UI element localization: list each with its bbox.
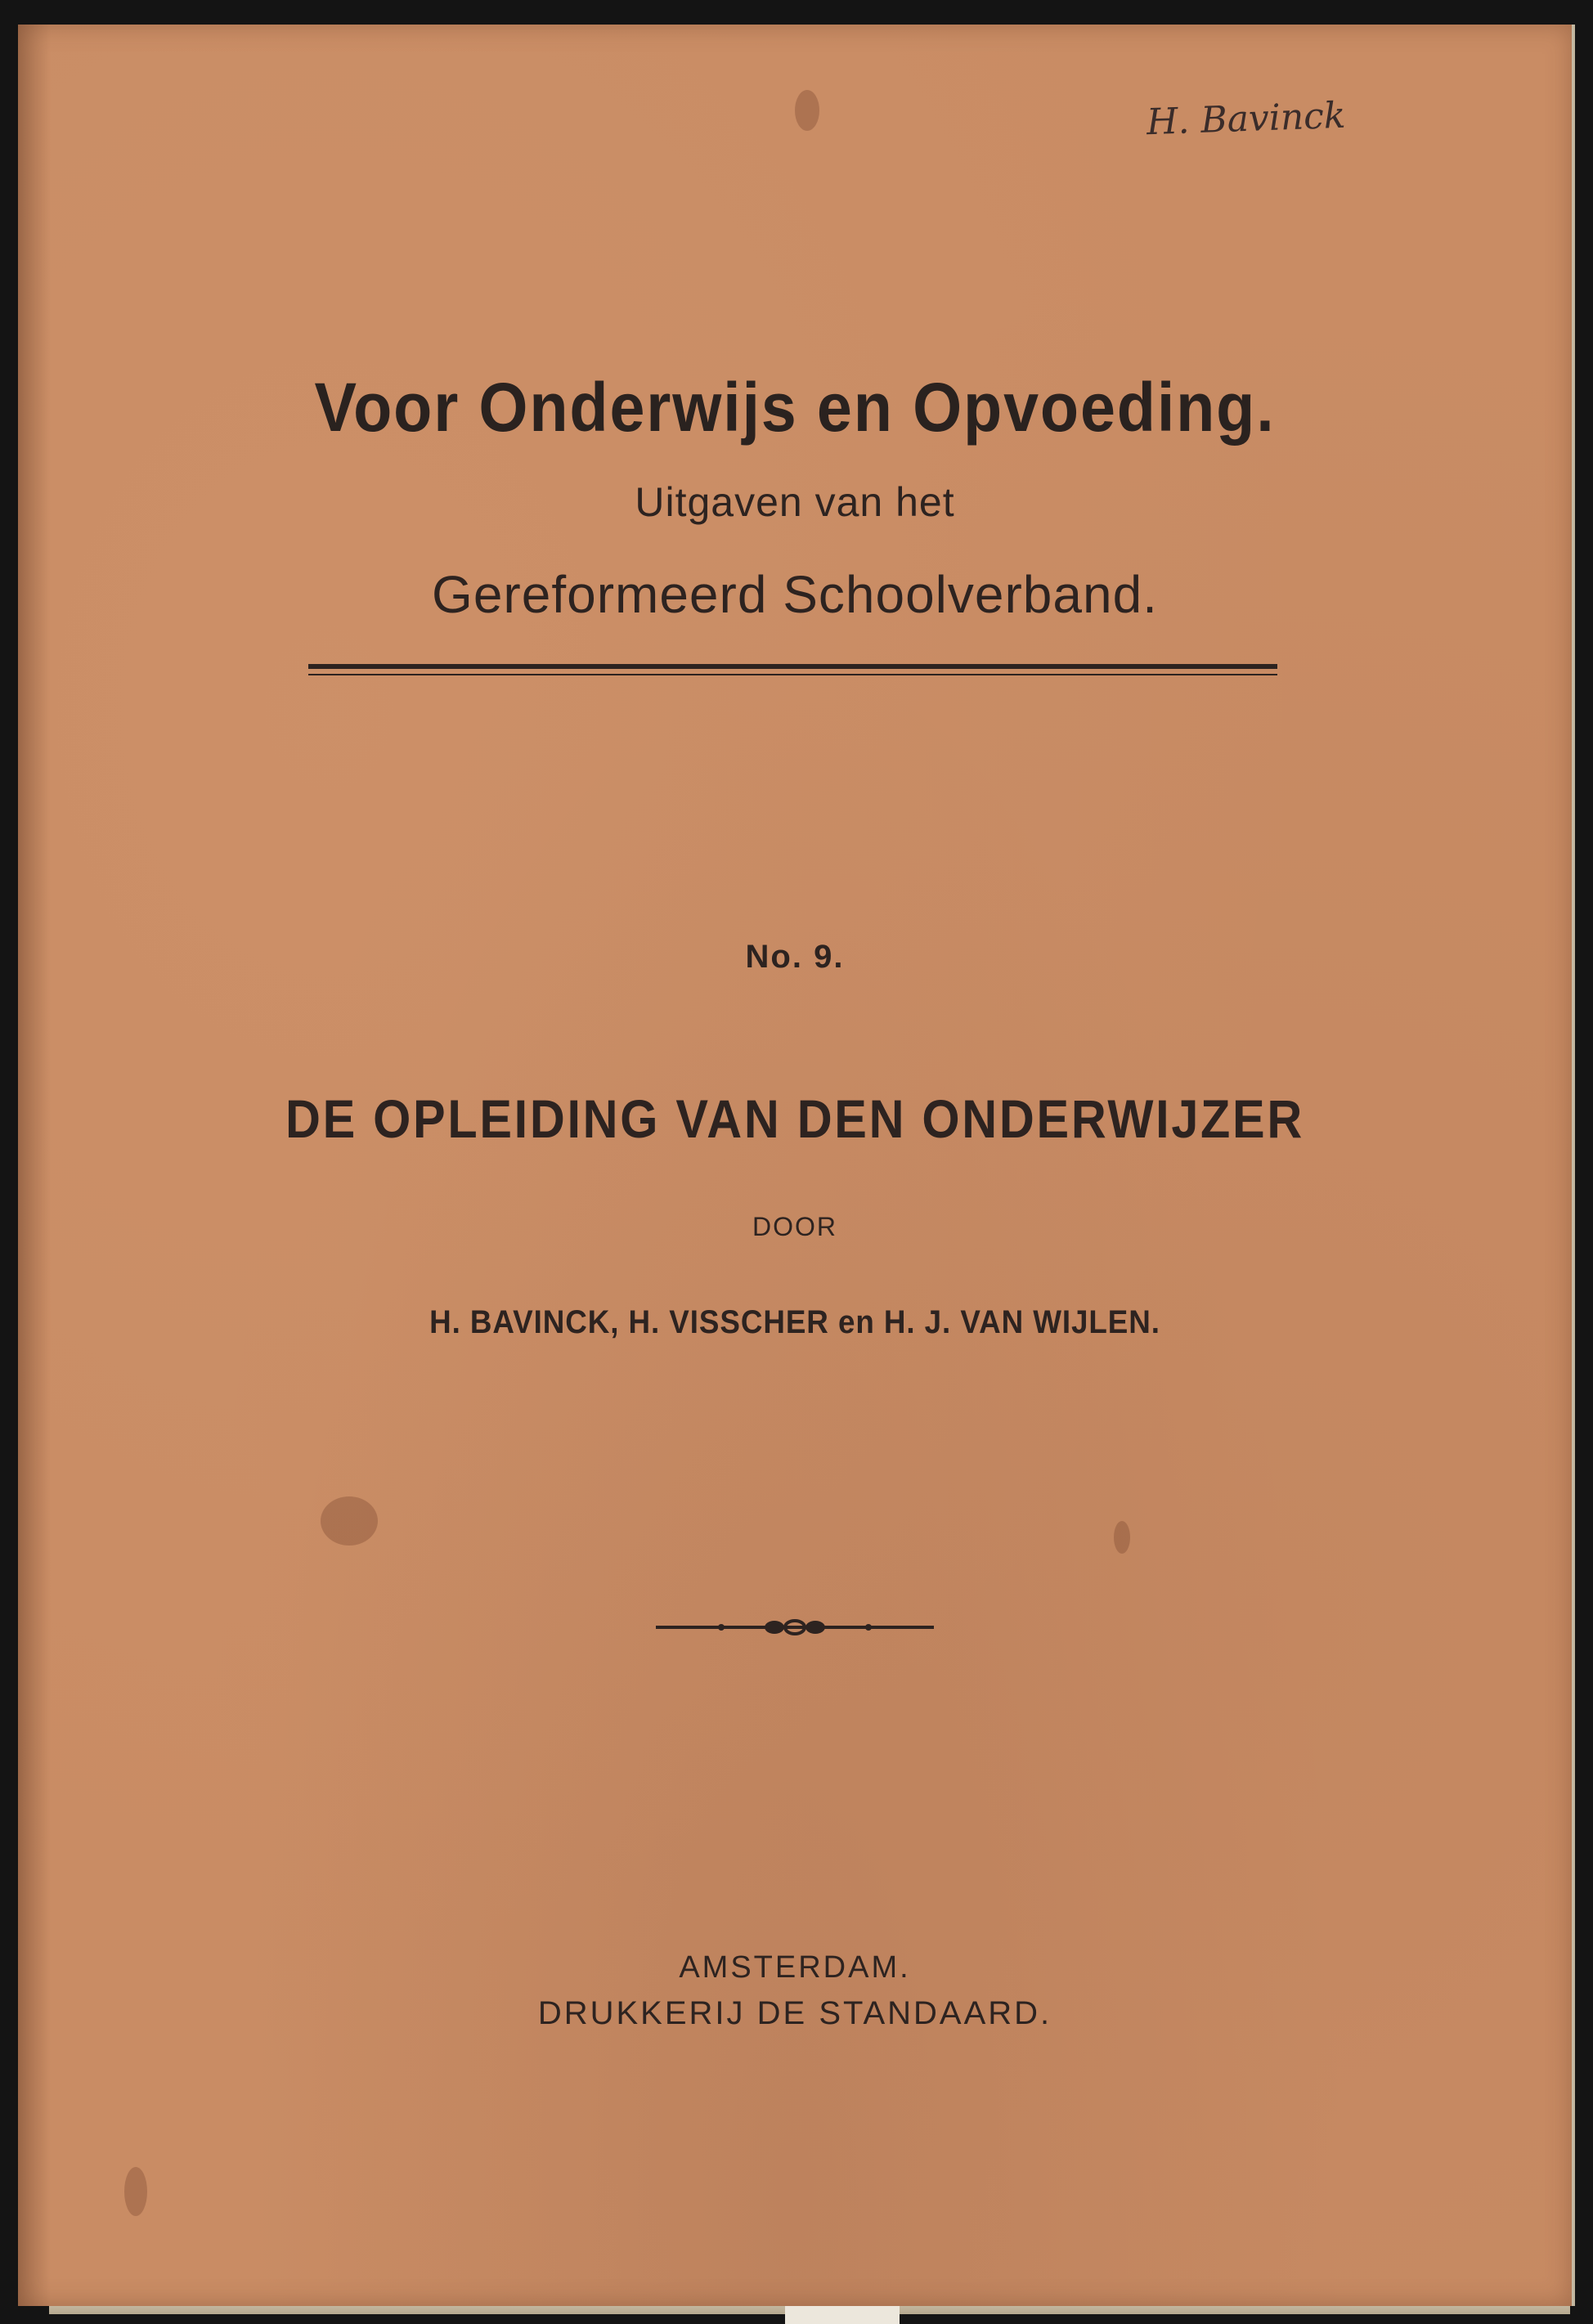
stain xyxy=(1114,1521,1130,1554)
publication-city: AMSTERDAM. xyxy=(679,1950,911,1985)
authors: H. BAVINCK, H. VISSCHER en H. J. VAN WIJLEN. xyxy=(429,1304,1160,1340)
series-subtitle: Uitgaven van het xyxy=(635,479,955,525)
handwritten-signature: H. Bavinck xyxy=(1146,94,1347,144)
printer-name: DRUKKERIJ DE STANDAARD. xyxy=(537,1995,1052,2031)
by-label: DOOR xyxy=(752,1212,837,1241)
series-title: Voor Onderwijs en Opvoeding. xyxy=(314,369,1276,446)
stain xyxy=(795,90,819,131)
double-rule-top xyxy=(308,664,1277,669)
stain xyxy=(124,2167,147,2216)
stain xyxy=(321,1496,378,1546)
issue-number: No. 9. xyxy=(745,939,845,975)
book-cover xyxy=(18,25,1572,2306)
ornament-divider xyxy=(656,1611,934,1644)
double-rule-bottom xyxy=(308,674,1277,675)
publisher-name: Gereformeerd Schoolverband. xyxy=(432,565,1158,624)
work-title: DE OPLEIDING VAN DEN ONDERWIJZER xyxy=(285,1088,1304,1149)
